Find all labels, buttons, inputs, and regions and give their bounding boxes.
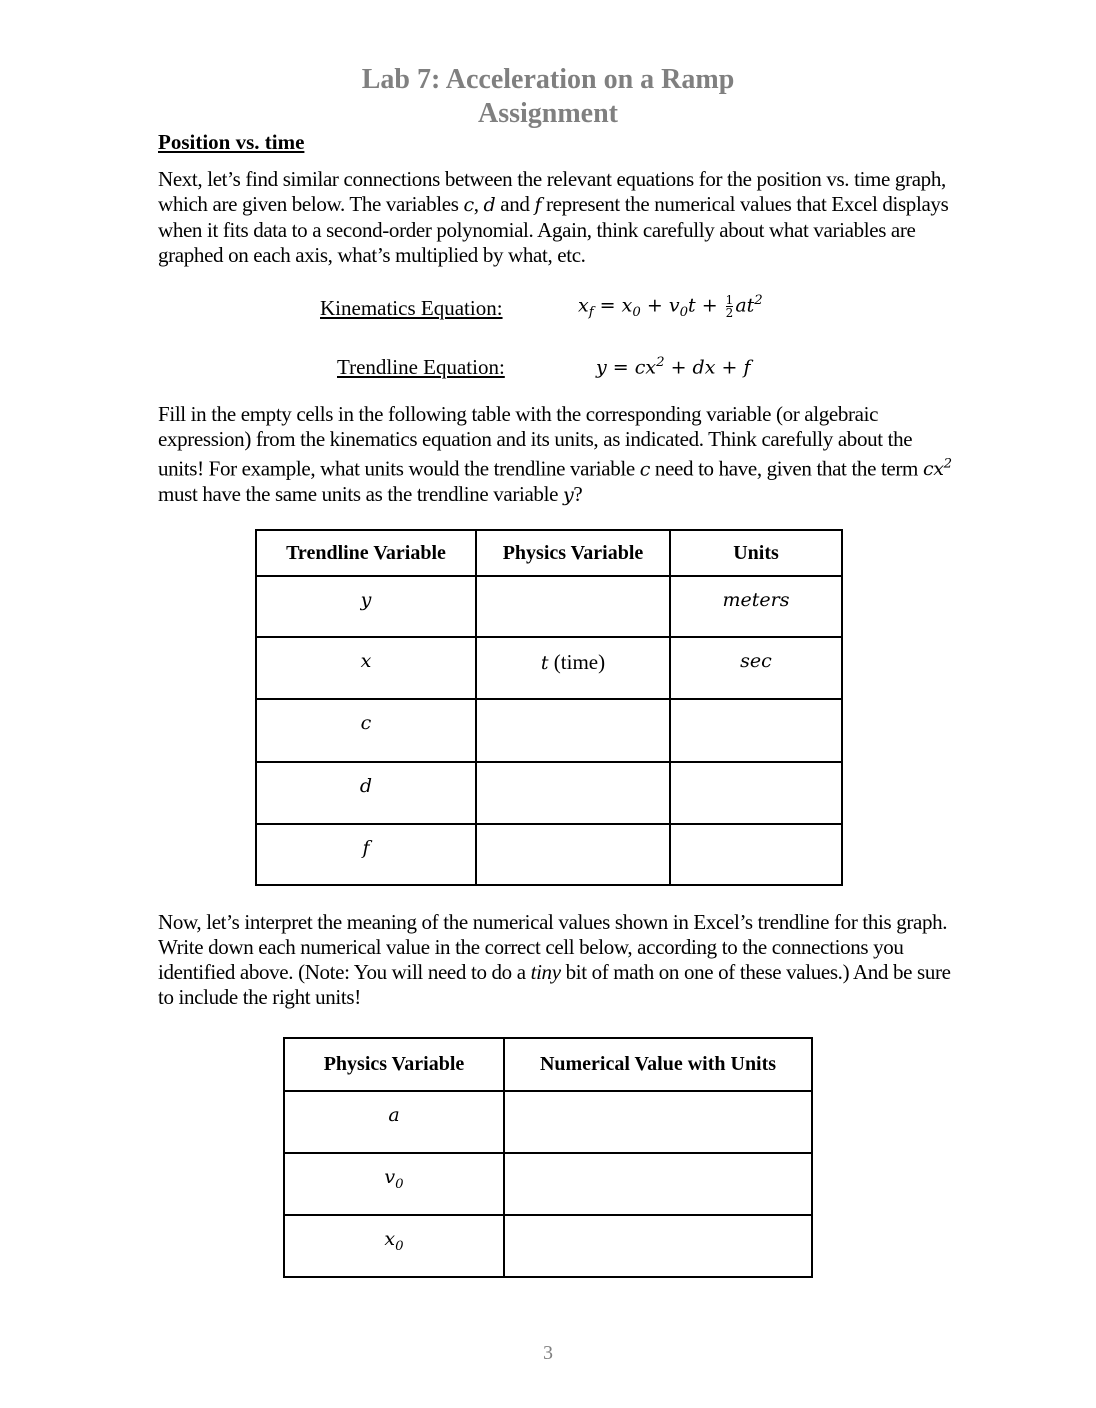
var: a	[388, 1104, 400, 1126]
trendline-equation	[596, 355, 750, 378]
var-d: d	[483, 194, 496, 216]
eq-part: y = cx	[596, 356, 657, 379]
table-row	[256, 699, 842, 762]
units-cell[interactable]	[670, 824, 842, 885]
eq-part: x	[578, 294, 589, 317]
text: must have the same units as the trendline variable	[158, 482, 563, 507]
eq-part: + dx + f	[664, 356, 751, 379]
interpretation-paragraph	[158, 910, 958, 1010]
intro-paragraph	[158, 167, 958, 268]
eq-part: t +	[688, 294, 724, 317]
kinematics-equation-label: Kinematics Equation:	[320, 296, 503, 320]
var-f: f	[534, 194, 542, 216]
eq-part: + v	[640, 294, 680, 317]
text: ?	[573, 482, 583, 507]
var-c: c	[463, 194, 474, 216]
text: Next, let’s find similar connections between the relevant equations for the position vs. time graph, which are given below. The variables	[158, 167, 946, 216]
table-row	[284, 1215, 812, 1277]
table-header-row	[284, 1038, 812, 1091]
kinematics-equation	[578, 293, 763, 320]
variables-table	[255, 529, 843, 886]
term-cx2	[923, 458, 952, 480]
header-physics-variable: Physics Variable	[476, 530, 670, 576]
value-cell[interactable]	[504, 1091, 812, 1153]
var-c: c	[639, 458, 651, 481]
eq-sup: 2	[754, 293, 763, 308]
physics-note: (time)	[548, 650, 606, 674]
text: need to have, given that the term	[650, 456, 923, 481]
table-row	[256, 762, 842, 824]
term: cx	[922, 458, 944, 481]
text: Fill in the empty cells in the following table with the corresponding variable (or algebraic expression) from the kinematics equation and its units, as indicated. Think carefully about the units! For example, what units would the trendline variable	[158, 402, 913, 481]
value-cell[interactable]	[504, 1153, 812, 1215]
header-units: Units	[670, 530, 842, 576]
var: x	[384, 1228, 396, 1250]
table-header-row	[256, 530, 842, 576]
text: represent the numerical values that Excel displays when it fits data to a second-order polynomial. Again, think carefully about what variables are graphed on each axis, what’s multiplied by what, etc.	[158, 192, 949, 267]
physics-cell[interactable]	[476, 824, 670, 885]
physics-cell[interactable]	[476, 576, 670, 637]
term-exp: 2	[943, 457, 952, 472]
document-title-line1: Lab 7: Acceleration on a Ramp	[361, 64, 735, 95]
units-cell: meters	[670, 576, 842, 637]
table-row	[256, 637, 842, 699]
eq-sub: 0	[632, 305, 641, 321]
frac-num: 1	[725, 292, 734, 307]
value-cell[interactable]	[504, 1215, 812, 1277]
eq-part: = x	[593, 294, 633, 317]
table-row	[284, 1091, 812, 1153]
physics-var-cell	[284, 1215, 504, 1277]
trendline-cell: c	[256, 699, 476, 762]
text: and	[495, 192, 535, 216]
physics-cell	[476, 637, 670, 699]
text: bit of math on one of these values.) And be sure to include the right units!	[158, 960, 951, 1009]
page-number: 3	[543, 1342, 553, 1364]
var: v	[384, 1166, 396, 1188]
values-table	[283, 1037, 813, 1278]
frac-den: 2	[725, 305, 734, 320]
eq-sub: 0	[679, 305, 689, 321]
header-trendline-variable: Trendline Variable	[256, 530, 476, 576]
section-heading: Position vs. time	[158, 130, 305, 154]
instructions-paragraph	[158, 402, 958, 508]
eq-sub: f	[588, 305, 594, 321]
units-cell[interactable]	[670, 762, 842, 824]
trendline-equation-label: Trendline Equation:	[337, 355, 505, 379]
trendline-cell: y	[256, 576, 476, 637]
table-row	[256, 576, 842, 637]
physics-var-cell	[284, 1153, 504, 1215]
table-row	[284, 1153, 812, 1215]
trendline-cell: d	[256, 762, 476, 824]
eq-sup: 2	[656, 355, 665, 370]
units-cell[interactable]	[670, 699, 842, 762]
text: Now, let’s interpret the meaning of the numerical values shown in Excel’s trendline for this graph. Write down each numerical value in the correct cell below, according to the connections you identified above. (Note: You will need to do a	[158, 910, 948, 984]
document-title-line2: Assignment	[477, 98, 618, 129]
header-numerical-value: Numerical Value with Units	[504, 1038, 812, 1091]
var-y: y	[562, 484, 574, 507]
table-row	[256, 824, 842, 885]
var-sub: 0	[395, 1176, 404, 1192]
trendline-cell: f	[256, 824, 476, 885]
trendline-cell: x	[256, 637, 476, 699]
physics-var: t	[540, 652, 549, 674]
physics-var-cell	[284, 1091, 504, 1153]
physics-cell[interactable]	[476, 699, 670, 762]
var-sub: 0	[395, 1238, 404, 1254]
text: ,	[473, 192, 484, 216]
units-cell: sec	[670, 637, 842, 699]
header-physics-variable: Physics Variable	[284, 1038, 504, 1091]
eq-part: at	[735, 294, 755, 317]
fraction-one-half	[726, 294, 734, 319]
emphasis: tiny	[530, 960, 561, 984]
physics-cell[interactable]	[476, 762, 670, 824]
